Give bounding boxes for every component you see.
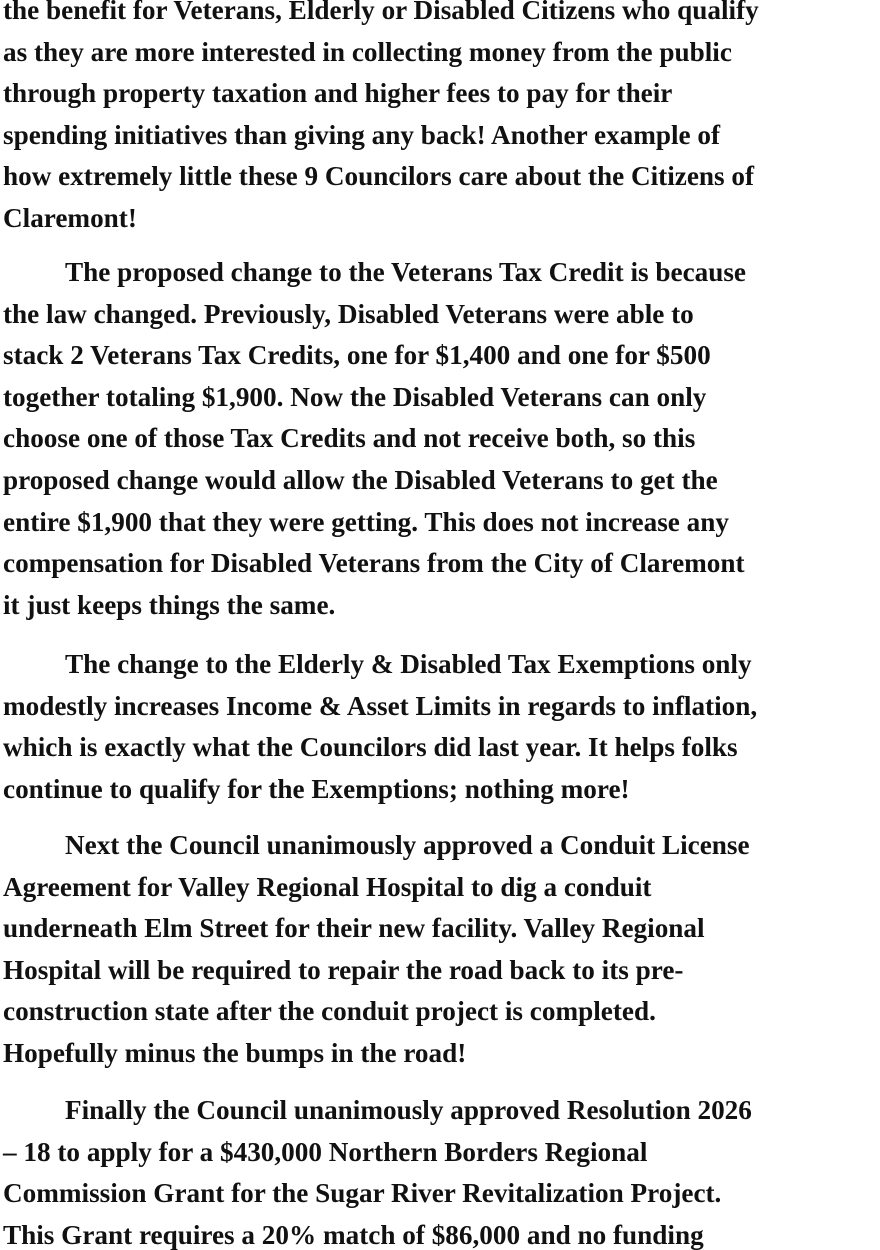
text-line: which is exactly what the Councilors did last year. It helps folks xyxy=(3,732,738,763)
text-line: Next the Council unanimously approved a Conduit License xyxy=(65,830,750,860)
text-line: how extremely little these 9 Councilors care about the Citizens of xyxy=(3,161,755,192)
text-line: together totaling $1,900. Now the Disabled Veterans can only xyxy=(3,381,707,412)
text-line: Claremont! xyxy=(3,202,137,233)
text-line: through property taxation and higher fees to pay for their xyxy=(3,78,673,109)
text-line: Hospital will be required to repair the road back to its pre- xyxy=(3,954,684,985)
text-line: modestly increases Income & Asset Limits in regards to inflation, xyxy=(3,690,758,721)
text-line: Finally the Council unanimously approved Resolution 2026 xyxy=(65,1095,752,1125)
text-line: stack 2 Veterans Tax Credits, one for $1,400 and one for $500 xyxy=(3,340,711,371)
text-line: it just keeps things the same. xyxy=(3,589,336,620)
paragraph-veterans-elderly-disabled-benefit xyxy=(3,0,880,240)
text-line: proposed change would allow the Disabled Veterans to get the xyxy=(3,464,718,495)
text-line: as they are more interested in collecting money from the public xyxy=(3,36,732,67)
text-line: The change to the Elderly & Disabled Tax Exemptions only xyxy=(65,649,752,679)
text-line: the benefit for Veterans, Elderly or Disabled Citizens who qualify xyxy=(3,0,759,25)
text-line: compensation for Disabled Veterans from the City of Claremont xyxy=(3,548,745,579)
text-line: entire $1,900 that they were getting. This does not increase any xyxy=(3,506,729,537)
text-line: Hopefully minus the bumps in the road! xyxy=(3,1037,467,1068)
text-line: construction state after the conduit project is completed. xyxy=(3,996,656,1027)
text-line: spending initiatives than giving any back! Another example of xyxy=(3,119,721,150)
text-line: underneath Elm Street for their new facility. Valley Regional xyxy=(3,913,705,944)
paragraph-grant-resolution xyxy=(3,1090,880,1250)
paragraph-veterans-tax-credit xyxy=(3,252,880,626)
text-line: This Grant requires a 20% match of $86,000 and no funding xyxy=(3,1219,704,1250)
text-line: the law changed. Previously, Disabled Veterans were able to xyxy=(3,298,694,329)
text-line: continue to qualify for the Exemptions; nothing more! xyxy=(3,773,630,804)
text-line: Commission Grant for the Sugar River Revitalization Project. xyxy=(3,1178,722,1209)
paragraph-elderly-disabled-exemptions xyxy=(3,644,880,810)
text-line: The proposed change to the Veterans Tax Credit is because xyxy=(65,257,746,287)
paragraph-conduit-license xyxy=(3,825,880,1075)
text-line: – 18 to apply for a $430,000 Northern Borders Regional xyxy=(3,1136,648,1167)
text-line: choose one of those Tax Credits and not receive both, so this xyxy=(3,423,696,454)
text-line: Agreement for Valley Regional Hospital to dig a conduit xyxy=(3,871,652,902)
